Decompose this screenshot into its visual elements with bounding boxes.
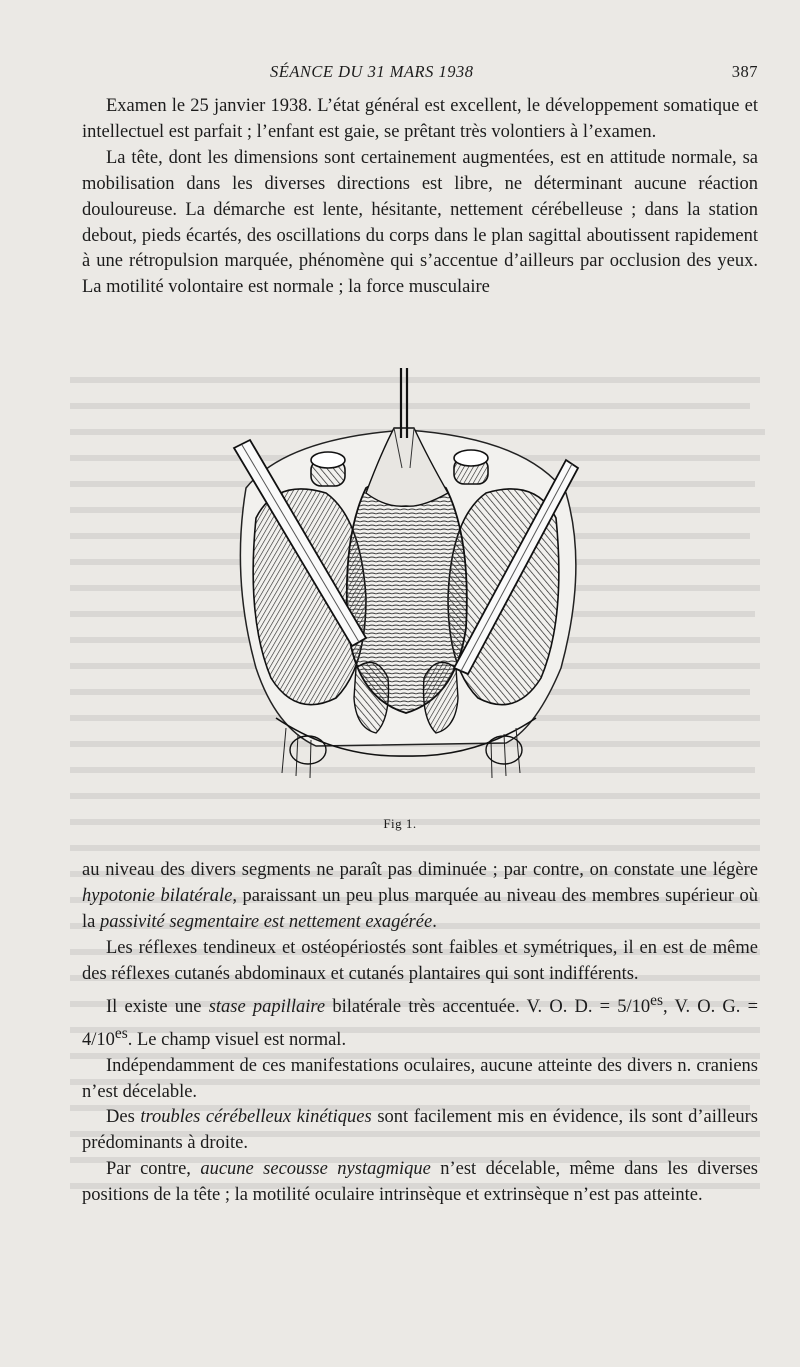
text-block-bottom	[82, 858, 758, 1209]
paragraph: Examen le 25 janvier 1938. L’état général est excellent, le développement somatique et intellectuel est parfait ; l’enfant est gaie, se prêtant très volontiers à l’examen.	[82, 96, 758, 142]
paragraph: Les réflexes tendineux et ostéopériostés sont faibles et symétriques, il en est de même des réflexes cutanés abdominaux et cutanés plantaires qui sont indifférents.	[82, 937, 758, 984]
text-block-top	[82, 94, 758, 301]
paragraph: Par contre, aucune secousse nystagmique n’est décelable, même dans les diverses positions de la tête ; la motilité oculaire intrinsèque et extrinsèque n’est pas atteinte.	[82, 1159, 758, 1206]
surgical-illustration	[216, 368, 596, 788]
figure-caption: Fig 1.	[383, 816, 417, 831]
paragraph: Il existe une stase papillaire bilatérale très accentuée. V. O. D. = $5/10^{es}$, V. O. G. = $4/10^{es}$. Le champ visuel est normal.	[82, 991, 759, 1050]
running-head-title: SÉANCE DU 31 MARS 1938	[270, 62, 474, 81]
paragraph: Indépendamment de ces manifestations oculaires, aucune atteinte des divers n. craniens n’est décelable.	[82, 1055, 758, 1102]
running-head	[80, 62, 758, 84]
paragraph: La tête, dont les dimensions sont certainement augmentées, est en attitude normale, sa mobilisation dans les diverses directions est libre, ne déterminant aucune réaction douloureuse. La démarche est lente, hésitante, nettement cérébelleuse ; dans la station debout, pieds écartés, des oscillations du corps dans le plan sagittal aboutissent rapidement à une rétropulsion marquée, phénomène qui s’accentue d’ailleurs par occlusion des yeux. La motilité volontaire est normale ; la force musculaire	[82, 147, 758, 298]
paragraph: au niveau des divers segments ne paraît pas diminuée ; par contre, on constate une légère hypotonie bilatérale, paraissant un peu plus marquée au niveau des membres supérieur où la passivité segmentaire est nettement exagérée.	[82, 860, 758, 932]
page-number: 387	[731, 62, 758, 81]
paragraph: Des troubles cérébelleux kinétiques sont facilement mis en évidence, ils sont d’ailleurs prédominants à droite.	[82, 1107, 759, 1154]
